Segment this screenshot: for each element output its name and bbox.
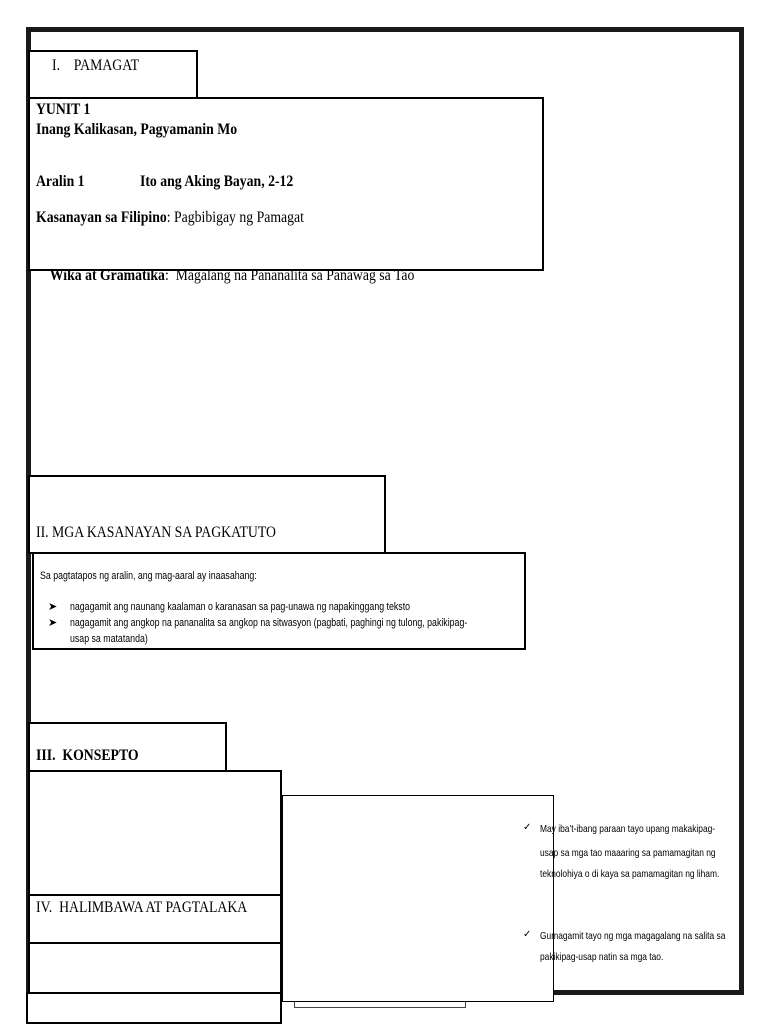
section-halimbawa-heading: IV. HALIMBAWA AT PAGTALAKA: [36, 899, 248, 916]
objective-text: usap sa matatanda): [70, 633, 148, 645]
section-kasanayan-content-box: [32, 552, 526, 650]
arrowhead-bullet-icon: ➤: [48, 617, 58, 629]
concept-text-box: [282, 795, 554, 1002]
concept-line: usap sa mga tao maaaring sa pamamagitan ng: [540, 847, 716, 859]
objective-text: nagagamit ang angkop na pananalita sa angkop na sitwasyon (pagbati, paghingi ng tulong, pakikipag-: [70, 617, 468, 629]
section-pamagat-heading-box: [28, 50, 198, 98]
grammar-line: [36, 249, 414, 303]
skill-value: : Pagbibigay ng Pamagat: [166, 209, 304, 226]
section-halimbawa-heading-box: [28, 894, 282, 944]
section-kasanayan-heading-box: [28, 475, 386, 554]
konsepto-content-box: [28, 770, 282, 896]
skill-label: Kasanayan sa Filipino: [36, 209, 167, 226]
section-konsepto-heading-box: [28, 722, 227, 772]
concept-line: teknolohiya o di kaya sa pamamagitan ng liham.: [540, 868, 720, 880]
lesson-title: Ito ang Aking Bayan, 2-12: [140, 173, 294, 190]
halimbawa-content-box: [28, 942, 282, 994]
concept-line: pakikipag-usap natin sa mga tao.: [540, 951, 664, 963]
grammar-label: Wika at Gramatika: [49, 267, 165, 284]
concept-box-underline: [294, 1002, 466, 1008]
objectives-intro: Sa pagtatapos ng aralin, ang mag-aaral ay inaasahang:: [40, 570, 257, 582]
checkmark-icon: ✓: [523, 929, 532, 940]
section-kasanayan-heading: II. MGA KASANAYAN SA PAGKATUTO: [36, 524, 276, 541]
lesson-label: Aralin 1: [36, 173, 85, 190]
skill-line: [36, 209, 304, 227]
section-pamagat-content-box: [28, 97, 544, 284]
objective-text: nagagamit ang naunang kaalaman o karanasan sa pag-unawa ng napakinggang teksto: [70, 601, 411, 613]
grammar-value: : Magalang na Pananalita sa Panawag sa Tao: [164, 267, 415, 284]
checkmark-icon: ✓: [523, 822, 532, 833]
concept-line: May iba’t-ibang paraan tayo upang makakipag-: [540, 823, 716, 835]
concept-line: Gumagamit tayo ng mga magagalang na salita sa: [540, 930, 726, 942]
section-pamagat-heading: I. PAMAGAT: [52, 57, 140, 74]
unit-label: YUNIT 1: [36, 101, 91, 118]
section-konsepto-heading: III. KONSEPTO: [36, 747, 139, 764]
arrowhead-bullet-icon: ➤: [48, 601, 58, 613]
unit-title: Inang Kalikasan, Pagyamanin Mo: [36, 121, 238, 138]
halimbawa-extra-box: [26, 992, 282, 1024]
